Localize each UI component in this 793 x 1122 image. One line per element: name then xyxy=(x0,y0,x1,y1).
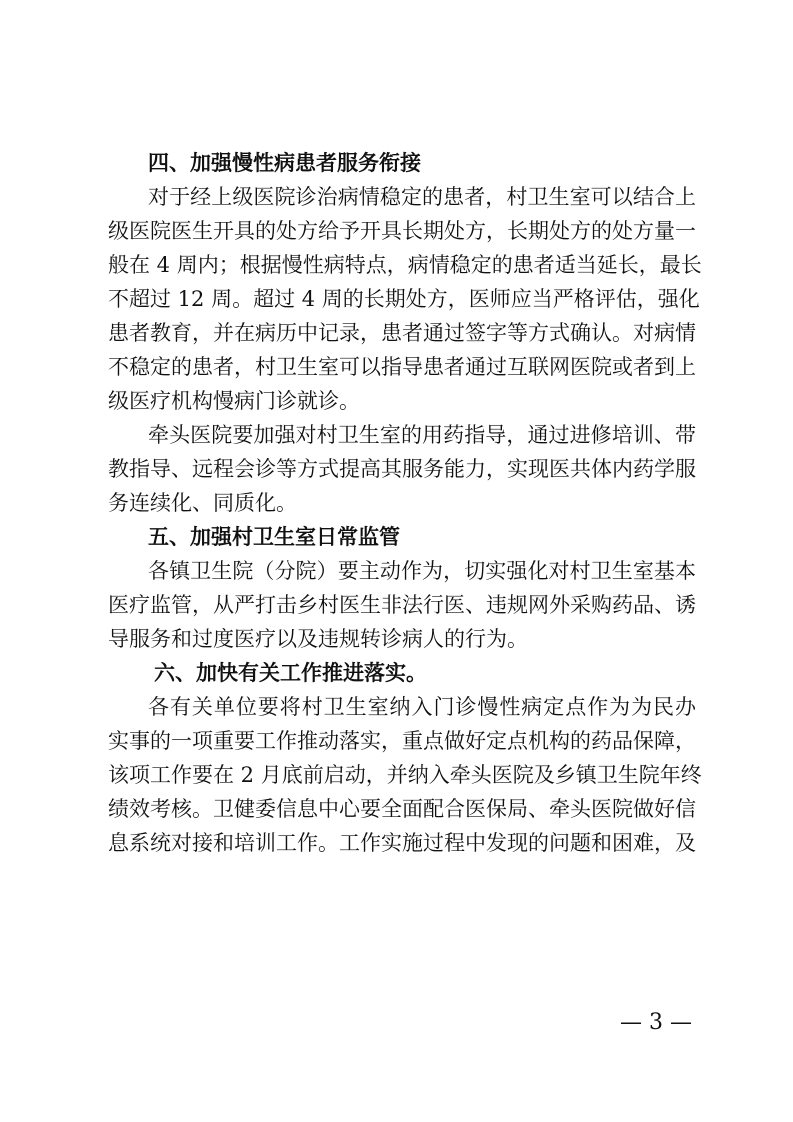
text-line: 息系统对接和培训工作。工作实施过程中发现的问题和困难，及 xyxy=(108,831,696,855)
text-line: 各有关单位要将村卫生室纳入门诊慢性病定点作为为民办 xyxy=(148,695,696,719)
paragraph-6-1 xyxy=(108,690,702,860)
text-line: 级医疗机构慢病门诊就诊。 xyxy=(108,389,360,413)
text-line: 实事的一项重要工作推动落实，重点做好定点机构的药品保障， xyxy=(108,729,696,753)
text-line: 对于经上级医院诊治病情稳定的患者，村卫生室可以结合上 xyxy=(148,185,696,209)
text-line: 务连续化、同质化。 xyxy=(108,491,297,515)
section-heading-5: 五、加强村卫生室日常监管 xyxy=(148,525,400,549)
text-line: 牵头医院要加强对村卫生室的用药指导，通过进修培训、带 xyxy=(148,423,696,447)
text-line: 各镇卫生院（分院）要主动作为，切实强化对村卫生室基本 xyxy=(148,559,696,583)
document-body xyxy=(108,146,702,860)
text-line: 绩效考核。卫健委信息中心要全面配合医保局、牵头医院做好信 xyxy=(108,797,696,821)
text-line: 教指导、远程会诊等方式提高其服务能力，实现医共体内药学服 xyxy=(108,457,696,481)
text-line: 医疗监管，从严打击乡村医生非法行医、违规网外采购药品、诱 xyxy=(108,593,696,617)
text-line: 导服务和过度医疗以及违规转诊病人的行为。 xyxy=(108,627,528,651)
text-line: 般在 4 周内；根据慢性病特点，病情稳定的患者适当延长，最长 xyxy=(108,253,702,277)
page-number: — 3 — xyxy=(620,1010,692,1035)
paragraph-5-1 xyxy=(108,554,696,656)
paragraph-4-1 xyxy=(108,180,702,418)
section-heading-4: 四、加强慢性病患者服务衔接 xyxy=(148,151,421,175)
paragraph-4-2 xyxy=(108,418,696,520)
text-line: 不稳定的患者，村卫生室可以指导患者通过互联网医院或者到上 xyxy=(108,355,696,379)
text-line: 该项工作要在 2 月底前启动，并纳入牵头医院及乡镇卫生院年终 xyxy=(108,763,702,787)
text-line: 不超过 12 周。超过 4 周的长期处方，医师应当严格评估，强化 xyxy=(108,287,700,311)
section-heading-6: 六、加快有关工作推进落实。 xyxy=(154,661,427,685)
text-line: 患者教育，并在病历中记录，患者通过签字等方式确认。对病情 xyxy=(108,321,696,345)
text-line: 级医院医生开具的处方给予开具长期处方，长期处方的处方量一 xyxy=(108,219,696,243)
